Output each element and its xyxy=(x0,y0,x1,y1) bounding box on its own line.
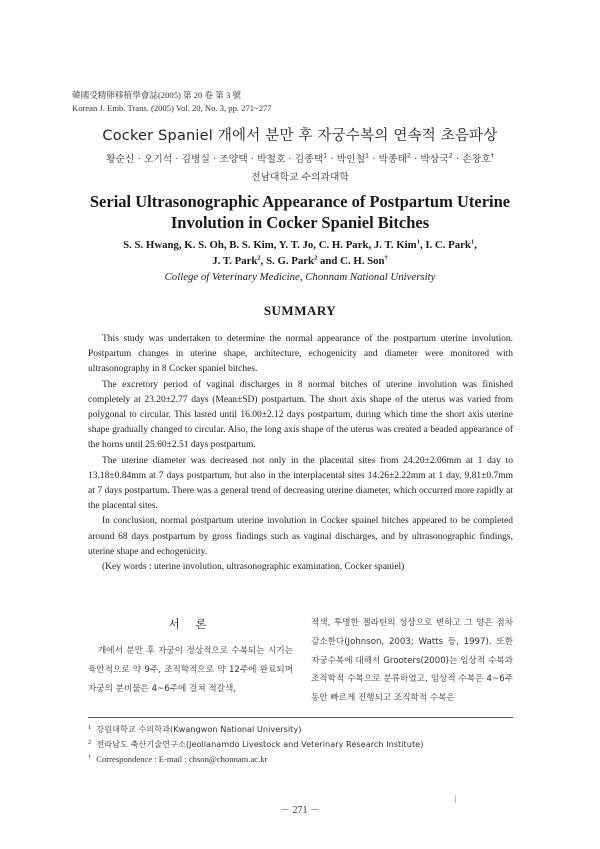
abstract-paragraph: This study was undertaken to determine the normal appearance of the postpartum uterine involution. Postpartum changes in uterine shape, architecture, echogenicity and diameter were monitored with ultrasonography in 8 Cocker spaniel bitches. xyxy=(88,334,513,375)
intro-body-left xyxy=(88,642,293,698)
korean-author-mark: 1 xyxy=(365,151,370,160)
footnote-text: 강원대학교 수의학과(Kwangwon National University) xyxy=(96,724,302,734)
korean-author-mark: 1 xyxy=(323,151,328,160)
footnote-text: 전라남도 축산기술연구소(Jeollanamdo Livestock and Veterinary Research Institute) xyxy=(96,739,424,749)
english-author-list: , I. C. Park xyxy=(419,239,471,251)
intro-body-right xyxy=(311,614,513,708)
english-author-list: and C. H. Son xyxy=(317,255,385,267)
footnote-1 xyxy=(88,721,423,736)
intro-heading: 서 론 xyxy=(168,617,213,631)
intro-paragraph: 적색, 투명한 젤라틴의 성상으로 변하고 그 양은 점차 감소한다(Johnson, 2003; Watts 등, 1997). 또한 자궁수복에 대해서 Grooters(2000)는 임상적 수복과 조직학적 수복으로 분류하였고, 임상적 수복은 4~6주 동안 빠르게 진행되고 조직학적 수복은 xyxy=(311,618,513,704)
page-number: － 271 － xyxy=(280,805,320,816)
korean-author-list: · 박상국 xyxy=(411,154,449,165)
footnote-divider xyxy=(88,717,513,718)
english-author-list: , xyxy=(474,239,477,251)
english-author-mark: 1 xyxy=(470,238,475,246)
journal-citation-english: Korean J. Emb. Trans. (2005) Vol. 20, No. 3, pp. 271~277 xyxy=(72,102,272,113)
korean-author-mark: 2 xyxy=(448,151,453,160)
korean-author-mark: 2 xyxy=(406,151,412,160)
korean-author-list: · 박종태 xyxy=(369,154,407,165)
journal-citation xyxy=(72,89,272,114)
abstract-paragraph: In conclusion, normal postpartum uterine involution in Cocker spainel bitches appeared to be completed around 68 days postpartum by gross findings such as vaginal discharges, and by ultrasonographic findings, uterine shape and echogenicity. xyxy=(88,516,513,557)
intro-paragraph: 개에서 분만 후 자궁이 정상적으로 수복되는 시기는 육안적으로 약 9주, 조직학적으로 약 12주에 완료되며 자궁의 분비물은 4~6주에 걸쳐 적갈색, xyxy=(88,646,293,694)
english-title-line: Serial Ultrasonographic Appearance of Postpartum Uterine xyxy=(89,192,511,211)
english-author-list: S. S. Hwang, K. S. Oh, B. S. Kim, Y. T. Jo, C. H. Park, J. T. Kim xyxy=(123,239,417,251)
footnote-mark: † xyxy=(88,754,92,761)
english-title-line: Involution in Cocker Spaniel Bitches xyxy=(170,213,430,232)
footnotes xyxy=(88,721,423,766)
korean-author-list: · 손창호 xyxy=(452,154,491,165)
english-authors xyxy=(60,237,540,269)
footnote-mark: 1 xyxy=(88,724,92,731)
korean-authors xyxy=(0,151,600,165)
english-author-mark: † xyxy=(384,254,388,262)
english-author-mark: 1 xyxy=(416,238,420,246)
footnote-2 xyxy=(88,736,423,751)
journal-citation-korean: 韓國受精卵移植學會誌(2005) 第 20 卷 第 3 號 xyxy=(72,90,242,100)
intro-right-column xyxy=(311,614,513,708)
abstract-keywords: (Key words : uterine involution, ultrasonographic examination, Cocker spaniel) xyxy=(102,562,405,573)
intro-left-column xyxy=(88,616,293,698)
korean-author-list: 황순신 · 오기석 · 김병실 · 조양택 · 박철호 · 김종택 xyxy=(106,154,324,165)
korean-title: Cocker Spaniel 개에서 분만 후 자궁수복의 연속적 초음파상 xyxy=(102,128,498,144)
footnote-mark: 2 xyxy=(88,739,92,746)
english-affiliation: College of Veterinary Medicine, Chonnam National University xyxy=(164,271,436,283)
korean-affiliation: 전남대학교 수의과대학 xyxy=(251,172,349,183)
footnote-text: Correspondence : E-mail : chson@chonnam.ac.kr xyxy=(96,754,268,764)
english-author-list: , S. G. Park xyxy=(260,255,315,267)
footnote-3 xyxy=(88,751,423,766)
english-author-mark: 2 xyxy=(314,254,318,262)
summary-heading: SUMMARY xyxy=(263,303,337,318)
korean-author-mark: † xyxy=(490,151,494,160)
english-author-list: J. T. Park xyxy=(212,255,258,267)
abstract xyxy=(88,332,513,575)
english-title xyxy=(0,191,600,233)
abstract-paragraph: The uterine diameter was decreased not only in the placental sites from 24.20±2.06mm at 1 day to 13.18±0.84mm at 7 days postpartum, but also in the interplacental sites 14.26±2.22mm at 1 day, 9.81±0.7mm at 7 days postpartum. There was a general trend of decreasing uterine diameter, which occurred more rapidly at the placental sites. xyxy=(88,455,513,512)
korean-author-list: · 박인철 xyxy=(327,154,366,165)
english-author-mark: 2 xyxy=(257,254,261,262)
abstract-paragraph: The excretory period of vaginal discharges in 8 normal bitches of uterine involution was finished completely at 23.20±2.77 days (Mean±SD) postpartum. The short axis shape of the uterus was varied from polygonal to circular. This lasted until 16.00±2.12 days postpartum, during which time the short axis uterine shape gradually changed to circular. Also, the long axis shape of the uterus was created a beaded appearance of the horns until 25.60±2.51 days postpartum. xyxy=(88,379,513,451)
